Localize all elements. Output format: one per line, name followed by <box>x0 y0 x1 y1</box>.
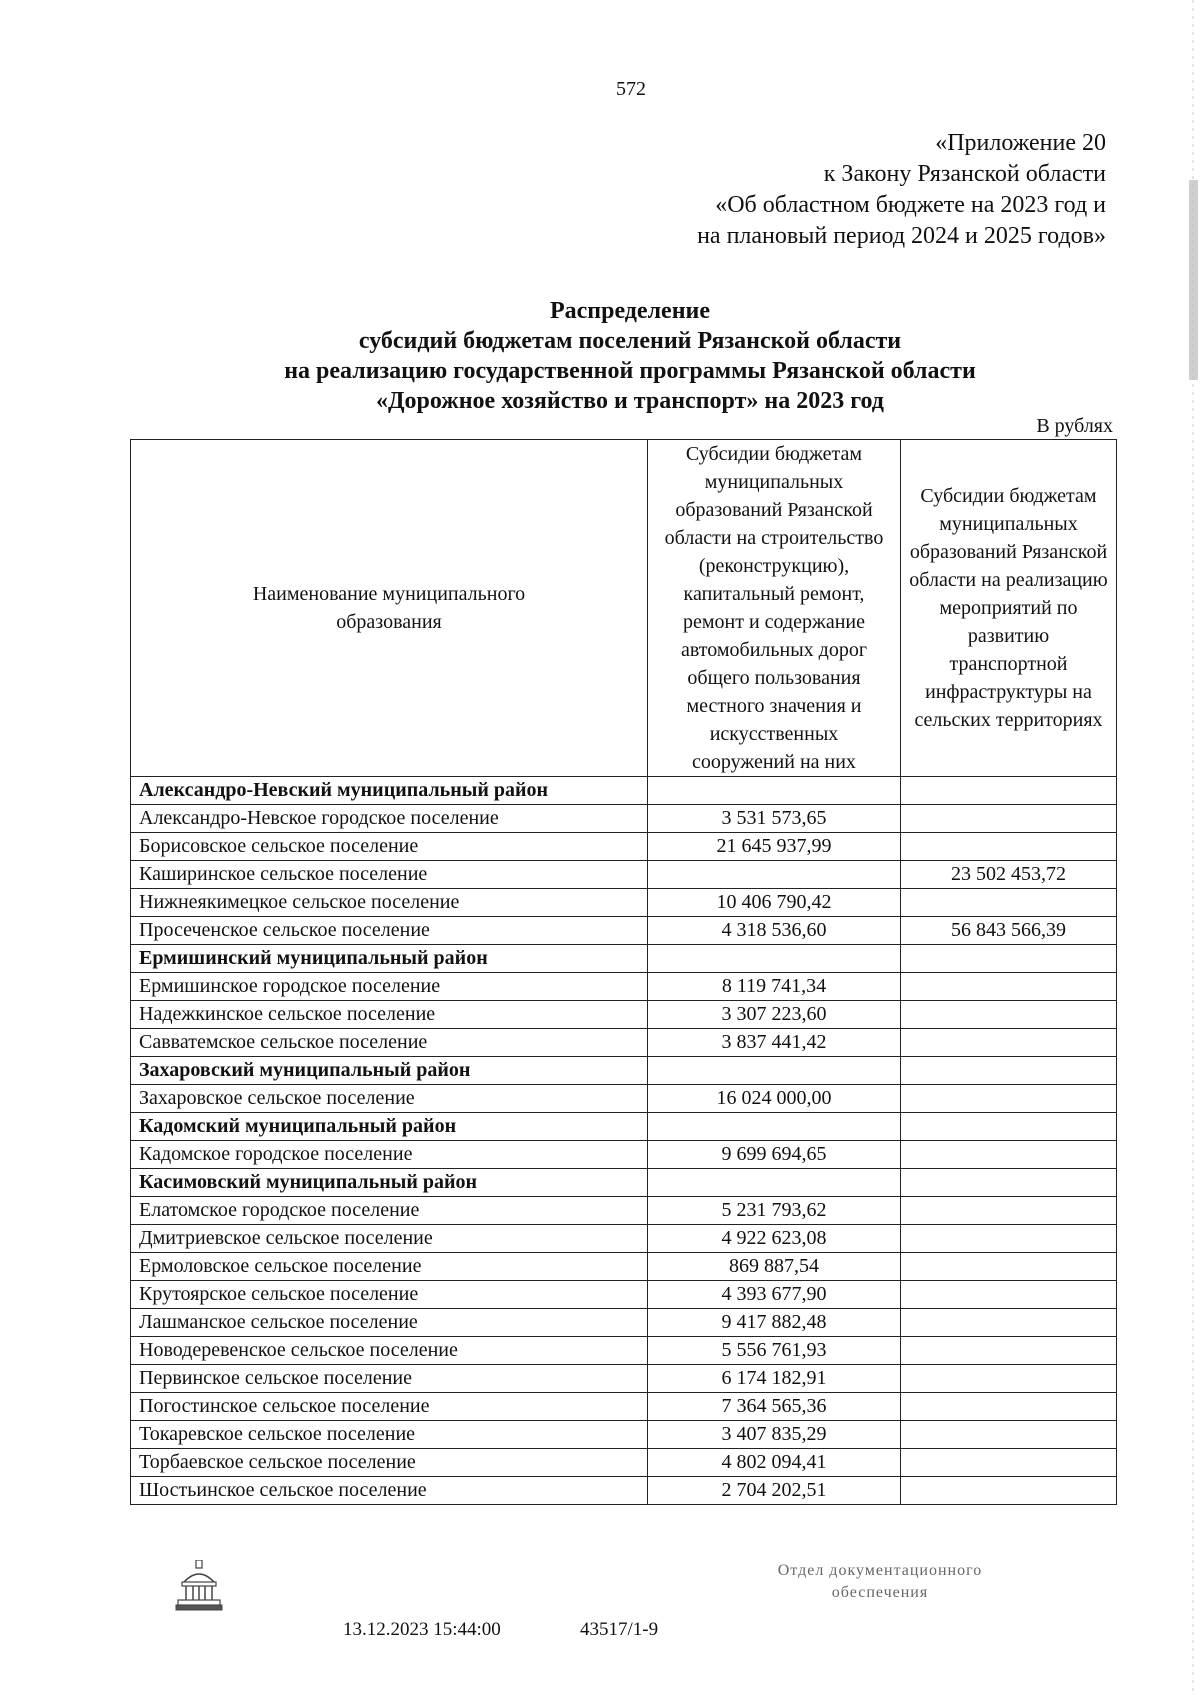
document-number: 43517/1-9 <box>580 1619 659 1640</box>
municipality-name-cell: Крутоярское сельское поселение <box>131 1281 648 1309</box>
print-datetime: 13.12.2023 15:44:00 <box>343 1619 501 1640</box>
road-subsidy-cell <box>648 861 901 889</box>
municipality-name-cell: Каширинское сельское поселение <box>131 861 648 889</box>
transport-subsidy-cell <box>901 1225 1117 1253</box>
municipality-name-cell: Борисовское сельское поселение <box>131 833 648 861</box>
road-subsidy-cell: 9 417 882,48 <box>648 1309 901 1337</box>
transport-subsidy-cell <box>901 1393 1117 1421</box>
municipality-name-cell: Дмитриевское сельское поселение <box>131 1225 648 1253</box>
settlement-row <box>131 917 1117 945</box>
header-road-subsidies: Субсидии бюджетам муниципальных образований Рязанской области на строительство (реконструкцию), капитальный ремонт, ремонт и содержание автомобильных дорог общего пользования местного значения и искусственных сооружений на них <box>648 440 901 777</box>
municipality-name-cell: Новодеревенское сельское поселение <box>131 1337 648 1365</box>
municipality-name-cell: Кадомское городское поселение <box>131 1141 648 1169</box>
municipality-name-cell: Ермишинский муниципальный район <box>131 945 648 973</box>
road-subsidy-cell: 869 887,54 <box>648 1253 901 1281</box>
road-subsidy-cell: 4 922 623,08 <box>648 1225 901 1253</box>
municipality-name-cell: Просеченское сельское поселение <box>131 917 648 945</box>
municipality-name-cell: Погостинское сельское поселение <box>131 1393 648 1421</box>
header-municipality-name: Наименование муниципального образования <box>131 440 648 777</box>
municipality-name-cell: Кадомский муниципальный район <box>131 1113 648 1141</box>
units-label: В рублях <box>1036 415 1113 437</box>
document-title <box>130 296 1130 416</box>
transport-subsidy-cell <box>901 1169 1117 1197</box>
transport-subsidy-cell: 23 502 453,72 <box>901 861 1117 889</box>
transport-subsidy-cell <box>901 1001 1117 1029</box>
municipality-name-cell: Захаровское сельское поселение <box>131 1085 648 1113</box>
transport-subsidy-cell <box>901 1309 1117 1337</box>
page-number: 572 <box>616 78 646 100</box>
road-subsidy-cell: 8 119 741,34 <box>648 973 901 1001</box>
appendix-line: «Приложение 20 <box>935 130 1106 156</box>
municipality-name-cell: Торбаевское сельское поселение <box>131 1449 648 1477</box>
settlement-row <box>131 1085 1117 1113</box>
settlement-row <box>131 973 1117 1001</box>
transport-subsidy-cell <box>901 1337 1117 1365</box>
road-subsidy-cell: 10 406 790,42 <box>648 889 901 917</box>
road-subsidy-cell: 21 645 937,99 <box>648 833 901 861</box>
table-body <box>131 777 1117 1505</box>
title-line: на реализацию государственной программы Рязанской области <box>284 358 976 384</box>
settlement-row <box>131 1029 1117 1057</box>
road-subsidy-cell <box>648 777 901 805</box>
municipality-name-cell: Александро-Невский муниципальный район <box>131 777 648 805</box>
road-subsidy-cell: 4 318 536,60 <box>648 917 901 945</box>
settlement-row <box>131 861 1117 889</box>
settlement-row <box>131 889 1117 917</box>
road-subsidy-cell: 4 393 677,90 <box>648 1281 901 1309</box>
municipality-name-cell: Надежкинское сельское поселение <box>131 1001 648 1029</box>
settlement-row <box>131 1365 1117 1393</box>
road-subsidy-cell: 7 364 565,36 <box>648 1393 901 1421</box>
duma-building-icon <box>174 1560 224 1612</box>
settlement-row <box>131 805 1117 833</box>
appendix-line: к Закону Рязанской области <box>823 161 1106 187</box>
transport-subsidy-cell <box>901 1141 1117 1169</box>
district-row <box>131 777 1117 805</box>
appendix-line: «Об областном бюджете на 2023 год и <box>715 192 1106 218</box>
settlement-row <box>131 1001 1117 1029</box>
road-subsidy-cell: 4 802 094,41 <box>648 1449 901 1477</box>
stamp-line: Отдел документационного <box>777 1562 983 1579</box>
title-line: «Дорожное хозяйство и транспорт» на 2023 год <box>376 388 884 414</box>
settlement-row <box>131 1337 1117 1365</box>
transport-subsidy-cell <box>901 1365 1117 1393</box>
transport-subsidy-cell <box>901 833 1117 861</box>
transport-subsidy-cell <box>901 1197 1117 1225</box>
transport-subsidy-cell <box>901 1477 1117 1505</box>
title-line: Распределение <box>549 298 711 324</box>
settlement-row <box>131 1421 1117 1449</box>
municipality-name-cell: Елатомское городское поселение <box>131 1197 648 1225</box>
settlement-row <box>131 1197 1117 1225</box>
road-subsidy-cell: 5 556 761,93 <box>648 1337 901 1365</box>
road-subsidy-cell: 3 531 573,65 <box>648 805 901 833</box>
transport-subsidy-cell <box>901 1085 1117 1113</box>
transport-subsidy-cell <box>901 973 1117 1001</box>
header-rural-transport-subsidies: Субсидии бюджетам муниципальных образований Рязанской области на реализацию мероприятий по развитию транспортной инфраструктуры на сельских территориях <box>901 440 1117 777</box>
settlement-row <box>131 1225 1117 1253</box>
settlement-row <box>131 1309 1117 1337</box>
road-subsidy-cell: 3 837 441,42 <box>648 1029 901 1057</box>
municipality-name-cell: Нижнеякимецкое сельское поселение <box>131 889 648 917</box>
municipality-name-cell: Токаревское сельское поселение <box>131 1421 648 1449</box>
municipality-name-cell: Касимовский муниципальный район <box>131 1169 648 1197</box>
transport-subsidy-cell: 56 843 566,39 <box>901 917 1117 945</box>
municipality-name-cell: Савватемское сельское поселение <box>131 1029 648 1057</box>
road-subsidy-cell <box>648 1113 901 1141</box>
road-subsidy-cell: 16 024 000,00 <box>648 1085 901 1113</box>
municipality-name-cell: Шостьинское сельское поселение <box>131 1477 648 1505</box>
road-subsidy-cell: 3 307 223,60 <box>648 1001 901 1029</box>
district-row <box>131 1057 1117 1085</box>
settlement-row <box>131 1281 1117 1309</box>
transport-subsidy-cell <box>901 889 1117 917</box>
district-row <box>131 1169 1117 1197</box>
settlement-row <box>131 1477 1117 1505</box>
transport-subsidy-cell <box>901 1449 1117 1477</box>
settlement-row <box>131 1253 1117 1281</box>
road-subsidy-cell: 2 704 202,51 <box>648 1477 901 1505</box>
appendix-line: на плановый период 2024 и 2025 годов» <box>697 223 1106 249</box>
road-subsidy-cell <box>648 945 901 973</box>
transport-subsidy-cell <box>901 805 1117 833</box>
transport-subsidy-cell <box>901 1281 1117 1309</box>
settlement-row <box>131 833 1117 861</box>
municipality-name-cell: Лашманское сельское поселение <box>131 1309 648 1337</box>
municipality-name-cell: Ермоловское сельское поселение <box>131 1253 648 1281</box>
transport-subsidy-cell <box>901 777 1117 805</box>
road-subsidy-cell: 5 231 793,62 <box>648 1197 901 1225</box>
appendix-reference <box>697 128 1106 252</box>
settlement-row <box>131 1449 1117 1477</box>
transport-subsidy-cell <box>901 1253 1117 1281</box>
district-row <box>131 945 1117 973</box>
road-subsidy-cell: 9 699 694,65 <box>648 1141 901 1169</box>
road-subsidy-cell <box>648 1057 901 1085</box>
table-header-row <box>131 440 1117 777</box>
stamp-line: обеспечения <box>831 1584 929 1601</box>
department-stamp <box>730 1560 1030 1604</box>
settlement-row <box>131 1141 1117 1169</box>
road-subsidy-cell: 6 174 182,91 <box>648 1365 901 1393</box>
district-row <box>131 1113 1117 1141</box>
transport-subsidy-cell <box>901 1057 1117 1085</box>
scan-edge-artifact <box>1186 0 1200 1695</box>
municipality-name-cell: Александро-Невское городское поселение <box>131 805 648 833</box>
municipality-name-cell: Первинское сельское поселение <box>131 1365 648 1393</box>
settlement-row <box>131 1393 1117 1421</box>
road-subsidy-cell <box>648 1169 901 1197</box>
transport-subsidy-cell <box>901 945 1117 973</box>
transport-subsidy-cell <box>901 1029 1117 1057</box>
road-subsidy-cell: 3 407 835,29 <box>648 1421 901 1449</box>
subsidy-table <box>130 439 1117 1505</box>
municipality-name-cell: Захаровский муниципальный район <box>131 1057 648 1085</box>
transport-subsidy-cell <box>901 1113 1117 1141</box>
municipality-name-cell: Ермишинское городское поселение <box>131 973 648 1001</box>
transport-subsidy-cell <box>901 1421 1117 1449</box>
title-line: субсидий бюджетам поселений Рязанской области <box>358 328 902 354</box>
